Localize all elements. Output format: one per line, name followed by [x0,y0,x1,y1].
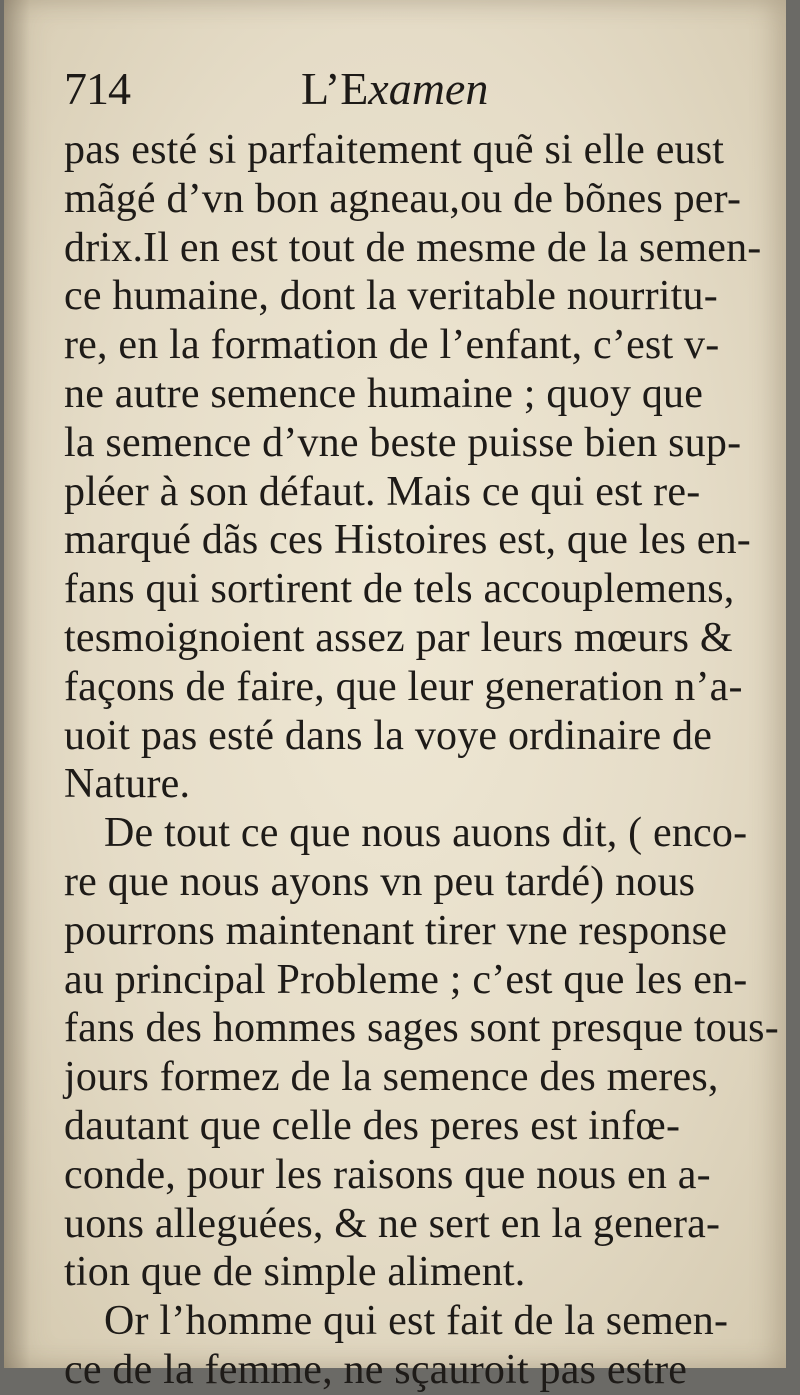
text-line: dautant que celle des peres est infœ- [64,1102,681,1149]
text-line: drix.Il en est tout de mesme de la semen- [64,224,762,271]
text-line: uoit pas esté dans la voye ordinaire de [64,712,713,759]
text-line: conde, pour les raisons que nous en a- [64,1151,711,1198]
running-title-italic: xamen [368,63,489,114]
text-line: fans des hommes sages sont presque tous- [64,1005,779,1052]
text-line: fans qui sortirent de tels accouplemens, [64,566,735,613]
book-page [4,0,786,1393]
text-line: ce humaine, dont la veritable nourritu- [64,273,718,320]
running-title [301,62,488,115]
text-line: pourrons maintenant tirer vne response [64,907,728,954]
page-number: 714 [64,63,130,114]
text-line: mãgé d’vn bon agneau,ou de bõnes per- [64,175,742,222]
text-line: Nature. [64,761,191,808]
body-text [64,126,779,1395]
text-line: au principal Probleme ; c’est que les en- [64,956,748,1003]
text-line: la semence d’vne beste puisse bien sup- [64,419,742,466]
text-line: Or l’homme qui est fait de la semen- [104,1298,729,1345]
text-line: jours formez de la semence des meres, [64,1054,719,1101]
text-line: re, en la formation de l’enfant, c’est v- [64,322,720,369]
text-line: re que nous ayons vn peu tardé) nous [64,858,696,905]
text-line: uons alleguées, & ne sert en la genera- [64,1200,721,1247]
text-line: façons de faire, que leur generation n’a- [64,663,743,710]
text-line: De tout ce que nous auons dit, ( enco- [104,810,748,857]
running-title-prefix: L’E [301,63,369,114]
text-line: tion que de simple aliment. [64,1249,526,1296]
text-line: tesmoignoient assez par leurs mœurs & [64,614,733,661]
page-header [64,62,744,126]
text-line: pas esté si parfaitement quẽ si elle eust [64,127,725,173]
text-line: ce de la femme, ne sçauroit pas estre [64,1346,688,1393]
text-line: marqué dãs ces Histoires est, que les en- [64,517,751,564]
page-gutter-shadow [4,0,30,1368]
text-line: pléer à son défaut. Mais ce qui est re- [64,468,701,515]
text-line: ne autre semence humaine ; quoy que [64,370,704,417]
